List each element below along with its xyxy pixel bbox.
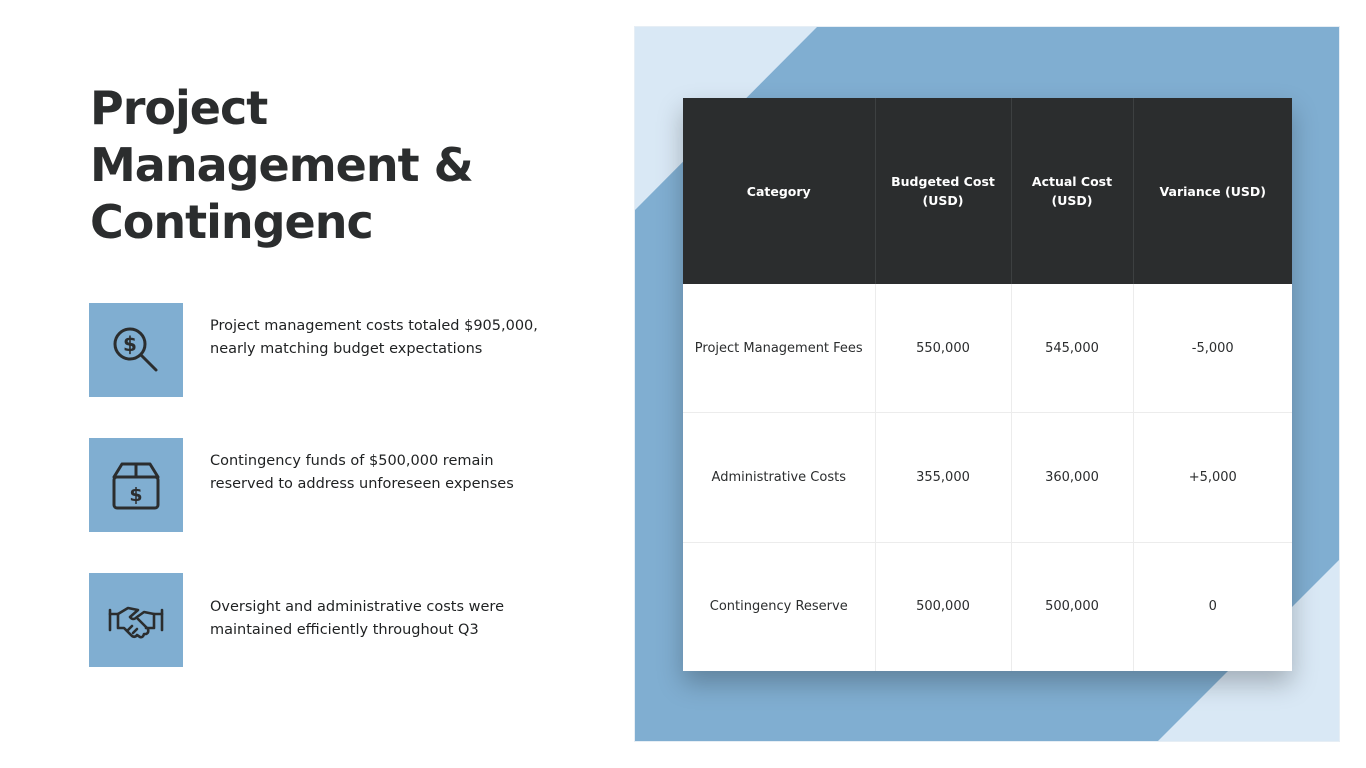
- cell-budgeted: 500,000: [875, 542, 1011, 671]
- cell-variance: +5,000: [1133, 413, 1292, 542]
- header-category: Category: [683, 98, 875, 284]
- feature-text: Project management costs totaled $905,000, nearly matching budget expectations: [210, 318, 538, 357]
- page-title: Project Management & Contingenc: [90, 81, 473, 249]
- table-row: [683, 542, 1292, 671]
- table-header-row: [683, 98, 1292, 284]
- header-budgeted-cost: Budgeted Cost (USD): [875, 98, 1011, 284]
- table-row: [683, 413, 1292, 542]
- handshake-icon: [89, 573, 183, 667]
- cell-budgeted: 550,000: [875, 284, 1011, 413]
- cell-category: Contingency Reserve: [683, 542, 875, 671]
- table-row: [683, 284, 1292, 413]
- money-box-icon: [89, 438, 183, 532]
- svg-text:$: $: [123, 332, 137, 356]
- cost-table: [683, 98, 1292, 671]
- cost-table-card: [683, 98, 1292, 671]
- feature-item-oversight: [89, 573, 559, 667]
- feature-text: Oversight and administrative costs were maintained efficiently throughout Q3: [210, 599, 505, 638]
- feature-text: Contingency funds of $500,000 remain reserved to address unforeseen expenses: [210, 453, 514, 492]
- cell-category: Administrative Costs: [683, 413, 875, 542]
- cell-variance: 0: [1208, 599, 1217, 615]
- cell-actual: 500,000: [1011, 542, 1133, 671]
- money-search-icon: [89, 303, 183, 397]
- feature-item-contingency: [89, 438, 559, 532]
- header-variance: Variance (USD): [1133, 98, 1292, 284]
- cell-variance: -5,000: [1133, 284, 1292, 413]
- feature-item-pm-costs: [89, 303, 559, 397]
- cell-budgeted: 355,000: [875, 413, 1011, 542]
- svg-text:$: $: [129, 484, 143, 506]
- cell-actual: 545,000: [1011, 284, 1133, 413]
- cell-actual: 360,000: [1011, 413, 1133, 542]
- header-actual-cost: Actual Cost (USD): [1011, 98, 1133, 284]
- cell-category: Project Management Fees: [683, 284, 875, 413]
